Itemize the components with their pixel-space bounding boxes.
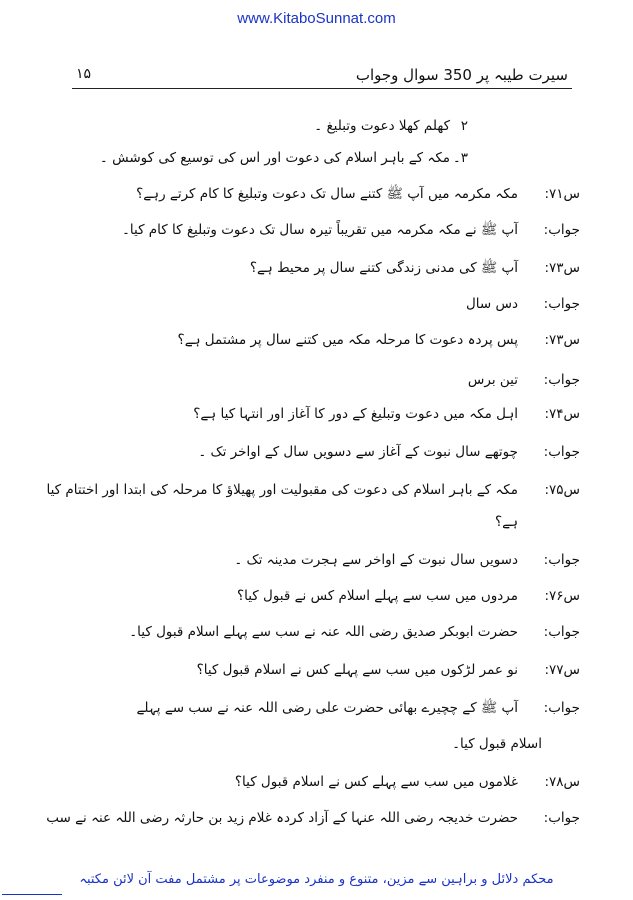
question-label: س۷۷: [544,662,580,678]
question-label: س۷۶: [544,588,580,604]
answer-label: جواب: [543,810,580,826]
footer-tagline[interactable]: محکم دلائل و براہین سے مزین، متنوع و منفرد موضوعات پر مشتمل مفت آن لائن مکتبہ [79,872,554,887]
answer-text: تین برس [467,372,518,388]
page-header [72,66,572,89]
answer-label: جواب: [543,700,580,716]
book-title: سیرت طیبہ پر 350 سوال وجواب [355,66,568,84]
question-text: مردوں میں سب سے پہلے اسلام کس نے قبول کیا؟ [236,588,518,604]
answer-text: آپ ﷺ نے مکہ مکرمہ میں تقریباً تیرہ سال تک دعوت وتبلیغ کا کام کیا۔ [121,222,518,238]
question-label: س۷۳: [544,260,580,276]
item-text: کھلم کھلا دعوت وتبلیغ ۔ [314,118,450,134]
answer-text: آپ ﷺ کے چچیرے بھائی حضرت علی رضی اللہ عنہ نے سب سے پہلے [136,700,518,716]
answer-label: جواب: [543,296,580,312]
footer-underline [2,894,62,895]
answer-label: جواب: [543,222,580,238]
question-text: غلاموں میں سب سے پہلے کس نے اسلام قبول کیا؟ [234,774,518,790]
answer-text: چوتھے سال نبوت کے آغاز سے دسویں سال کے اواخر تک ۔ [198,444,518,460]
item-number: ۲ [460,118,468,134]
site-url[interactable]: www.KitaboSunnat.com [237,10,396,27]
answer-text: حضرت خدیجہ رضی اللہ عنہا کے آزاد کردہ غلام زید بن حارثہ رضی اللہ عنہ نے سب [46,810,518,826]
question-text: آپ ﷺ کی مدنی زندگی کتنے سال پر محیط ہے؟ [249,260,518,276]
question-text: پس پردہ دعوت کا مرحلہ مکہ میں کتنے سال پر مشتمل ہے؟ [177,332,518,348]
answer-text: حضرت ابوبکر صدیق رضی اللہ عنہ نے سب سے پہلے اسلام قبول کیا۔ [129,624,518,640]
answer-label: جواب: [543,372,580,388]
item-number: ۳۔ [452,150,468,166]
question-label: س۷۱: [544,186,580,202]
answer-label: جواب: [543,552,580,568]
question-text: مکہ کے باہر اسلام کی دعوت کی مقبولیت اور پھیلاؤ کا مرحلہ کی ابتدا اور اختتام کیا [46,482,518,498]
answer-text: دسویں سال نبوت کے اواخر سے ہجرت مدینہ تک ۔ [234,552,518,568]
question-text: مکہ مکرمہ میں آپ ﷺ کتنے سال تک دعوت وتبلیغ کا کام کرتے رہے؟ [136,186,518,202]
answer-label: جواب: [543,444,580,460]
question-text: نو عمر لڑکوں میں سب سے پہلے کس نے اسلام قبول کیا؟ [196,662,518,678]
page-number: ۱۵ [76,66,92,82]
question-label: س۷۴: [544,406,580,422]
answer-text: اسلام قبول کیا۔ [452,736,542,752]
item-text: مکہ کے باہر اسلام کی دعوت اور اس کی توسیع کی کوشش ۔ [99,150,450,166]
answer-label: جواب: [543,624,580,640]
answer-text: دس سال [465,296,518,312]
question-label: س۷۵: [544,482,580,498]
question-text: ہے؟ [495,514,518,530]
question-label: س۷۸: [544,774,580,790]
question-text: اہل مکہ میں دعوت وتبلیغ کے دور کا آغاز اور انتہا کیا ہے؟ [193,406,518,422]
question-label: س۷۳: [544,332,580,348]
